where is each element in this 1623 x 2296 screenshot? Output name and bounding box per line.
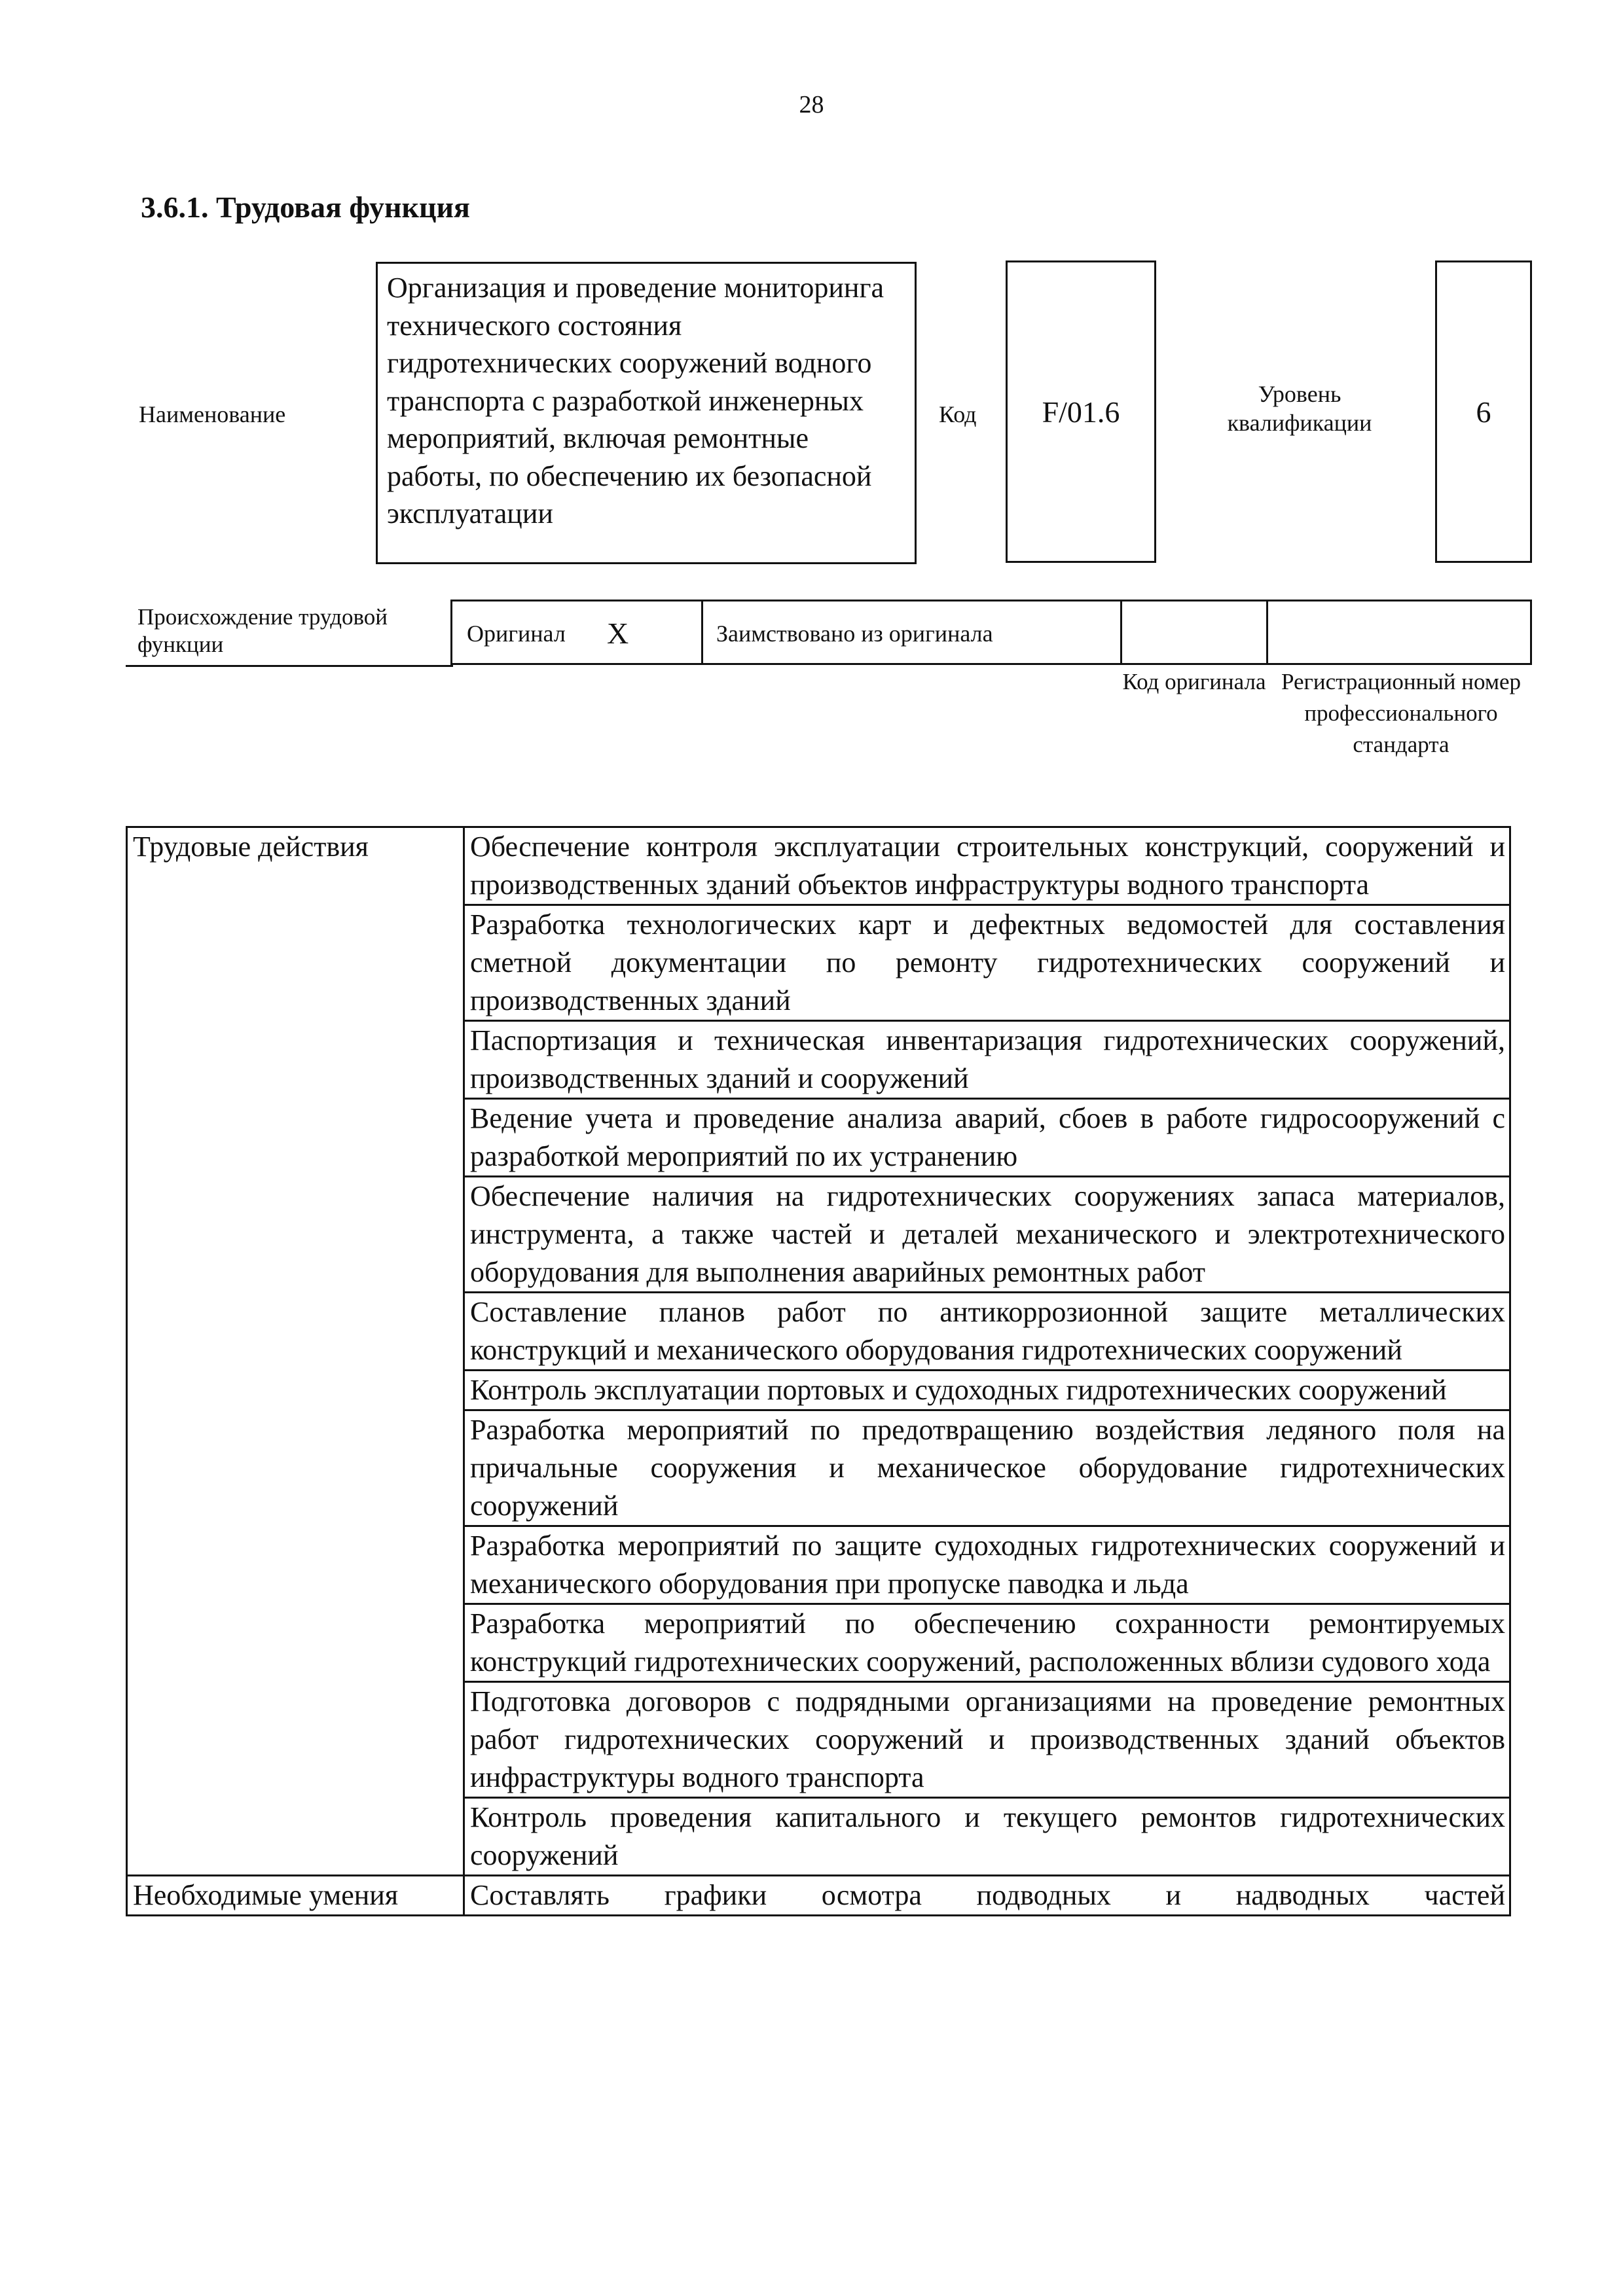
labor-action-item: Разработка мероприятий по защите судоходных гидротехнических сооружений и механического оборудования при пропуске паводка и льда [464, 1526, 1510, 1604]
table-row [127, 827, 1510, 905]
original-code-cell [1120, 600, 1268, 665]
labor-actions-label: Трудовые действия [127, 827, 464, 1876]
borrowed-cell [703, 600, 1122, 665]
section-title: 3.6.1. Трудовая функция [141, 190, 470, 224]
skills-label: Необходимые умения [127, 1876, 464, 1916]
labor-action-item: Составление планов работ по антикоррозионной защите металлических конструкций и механического оборудования гидротехнических сооружений [464, 1293, 1510, 1371]
origin-label: Происхождение трудовой функции [137, 604, 388, 657]
labor-action-item: Паспортизация и техническая инвентаризация гидротехнических сооружений, производственных зданий и сооружений [464, 1021, 1510, 1099]
reg-number-cell [1266, 600, 1532, 665]
page-number: 28 [799, 91, 824, 118]
labor-action-item: Разработка мероприятий по предотвращению воздействия ледяного поля на причальные сооружения и механическое оборудование гидротехнических сооружений [464, 1410, 1510, 1526]
level-value-box: 6 [1435, 260, 1532, 563]
original-cell [450, 600, 703, 665]
labor-action-item: Обеспечение наличия на гидротехнических сооружениях запаса материалов, инструмента, а также частей и деталей механического и электротехнического оборудования для выполнения аварийных ремонтных работ [464, 1177, 1510, 1293]
labor-action-item: Разработка технологических карт и дефектных ведомостей для составления сметной документации по ремонту гидротехнических сооружений и производственных зданий [464, 905, 1510, 1021]
labor-action-item: Контроль проведения капитального и текущего ремонтов гидротехнических сооружений [464, 1798, 1510, 1876]
origin-underline [126, 665, 453, 667]
original-code-caption: Код оригинала [1122, 669, 1266, 694]
function-name-box: Организация и проведение мониторинга технического состояния гидротехнических сооружений водного транспорта с разработкой инженерных мероприятий, включая ремонтные работы, по обеспечению их безопасной эксплуатации [376, 262, 917, 564]
labor-action-item: Подготовка договоров с подрядными организациями на проведение ремонтных работ гидротехнических сооружений и производственных зданий объектов инфраструктуры водного транспорта [464, 1682, 1510, 1798]
labor-action-item: Разработка мероприятий по обеспечению сохранности ремонтируемых конструкций гидротехнических сооружений, расположенных вблизи судового хода [464, 1604, 1510, 1682]
level-label: Уровень квалификации [1227, 381, 1372, 436]
borrowed-label: Заимствовано из оригинала [716, 620, 993, 647]
original-mark: X [607, 617, 629, 650]
code-value-box: F/01.6 [1006, 260, 1156, 563]
table-row [127, 1876, 1510, 1916]
skill-item: Составлять графики осмотра подводных и надводных частей [464, 1876, 1510, 1916]
code-label: Код [939, 401, 977, 427]
labor-action-item: Обеспечение контроля эксплуатации строительных конструкций, сооружений и производственных зданий объектов инфраструктуры водного транспорта [464, 827, 1510, 905]
name-label: Наименование [139, 401, 286, 427]
reg-number-caption: Регистрационный номер профессионального стандарта [1281, 669, 1522, 757]
original-label: Оригинал [467, 620, 566, 647]
labor-action-item: Ведение учета и проведение анализа аварий, сбоев в работе гидросооружений с разработкой мероприятий по их устранению [464, 1099, 1510, 1177]
labor-function-table [126, 826, 1511, 1916]
labor-action-item: Контроль эксплуатации портовых и судоходных гидротехнических сооружений [464, 1371, 1510, 1410]
